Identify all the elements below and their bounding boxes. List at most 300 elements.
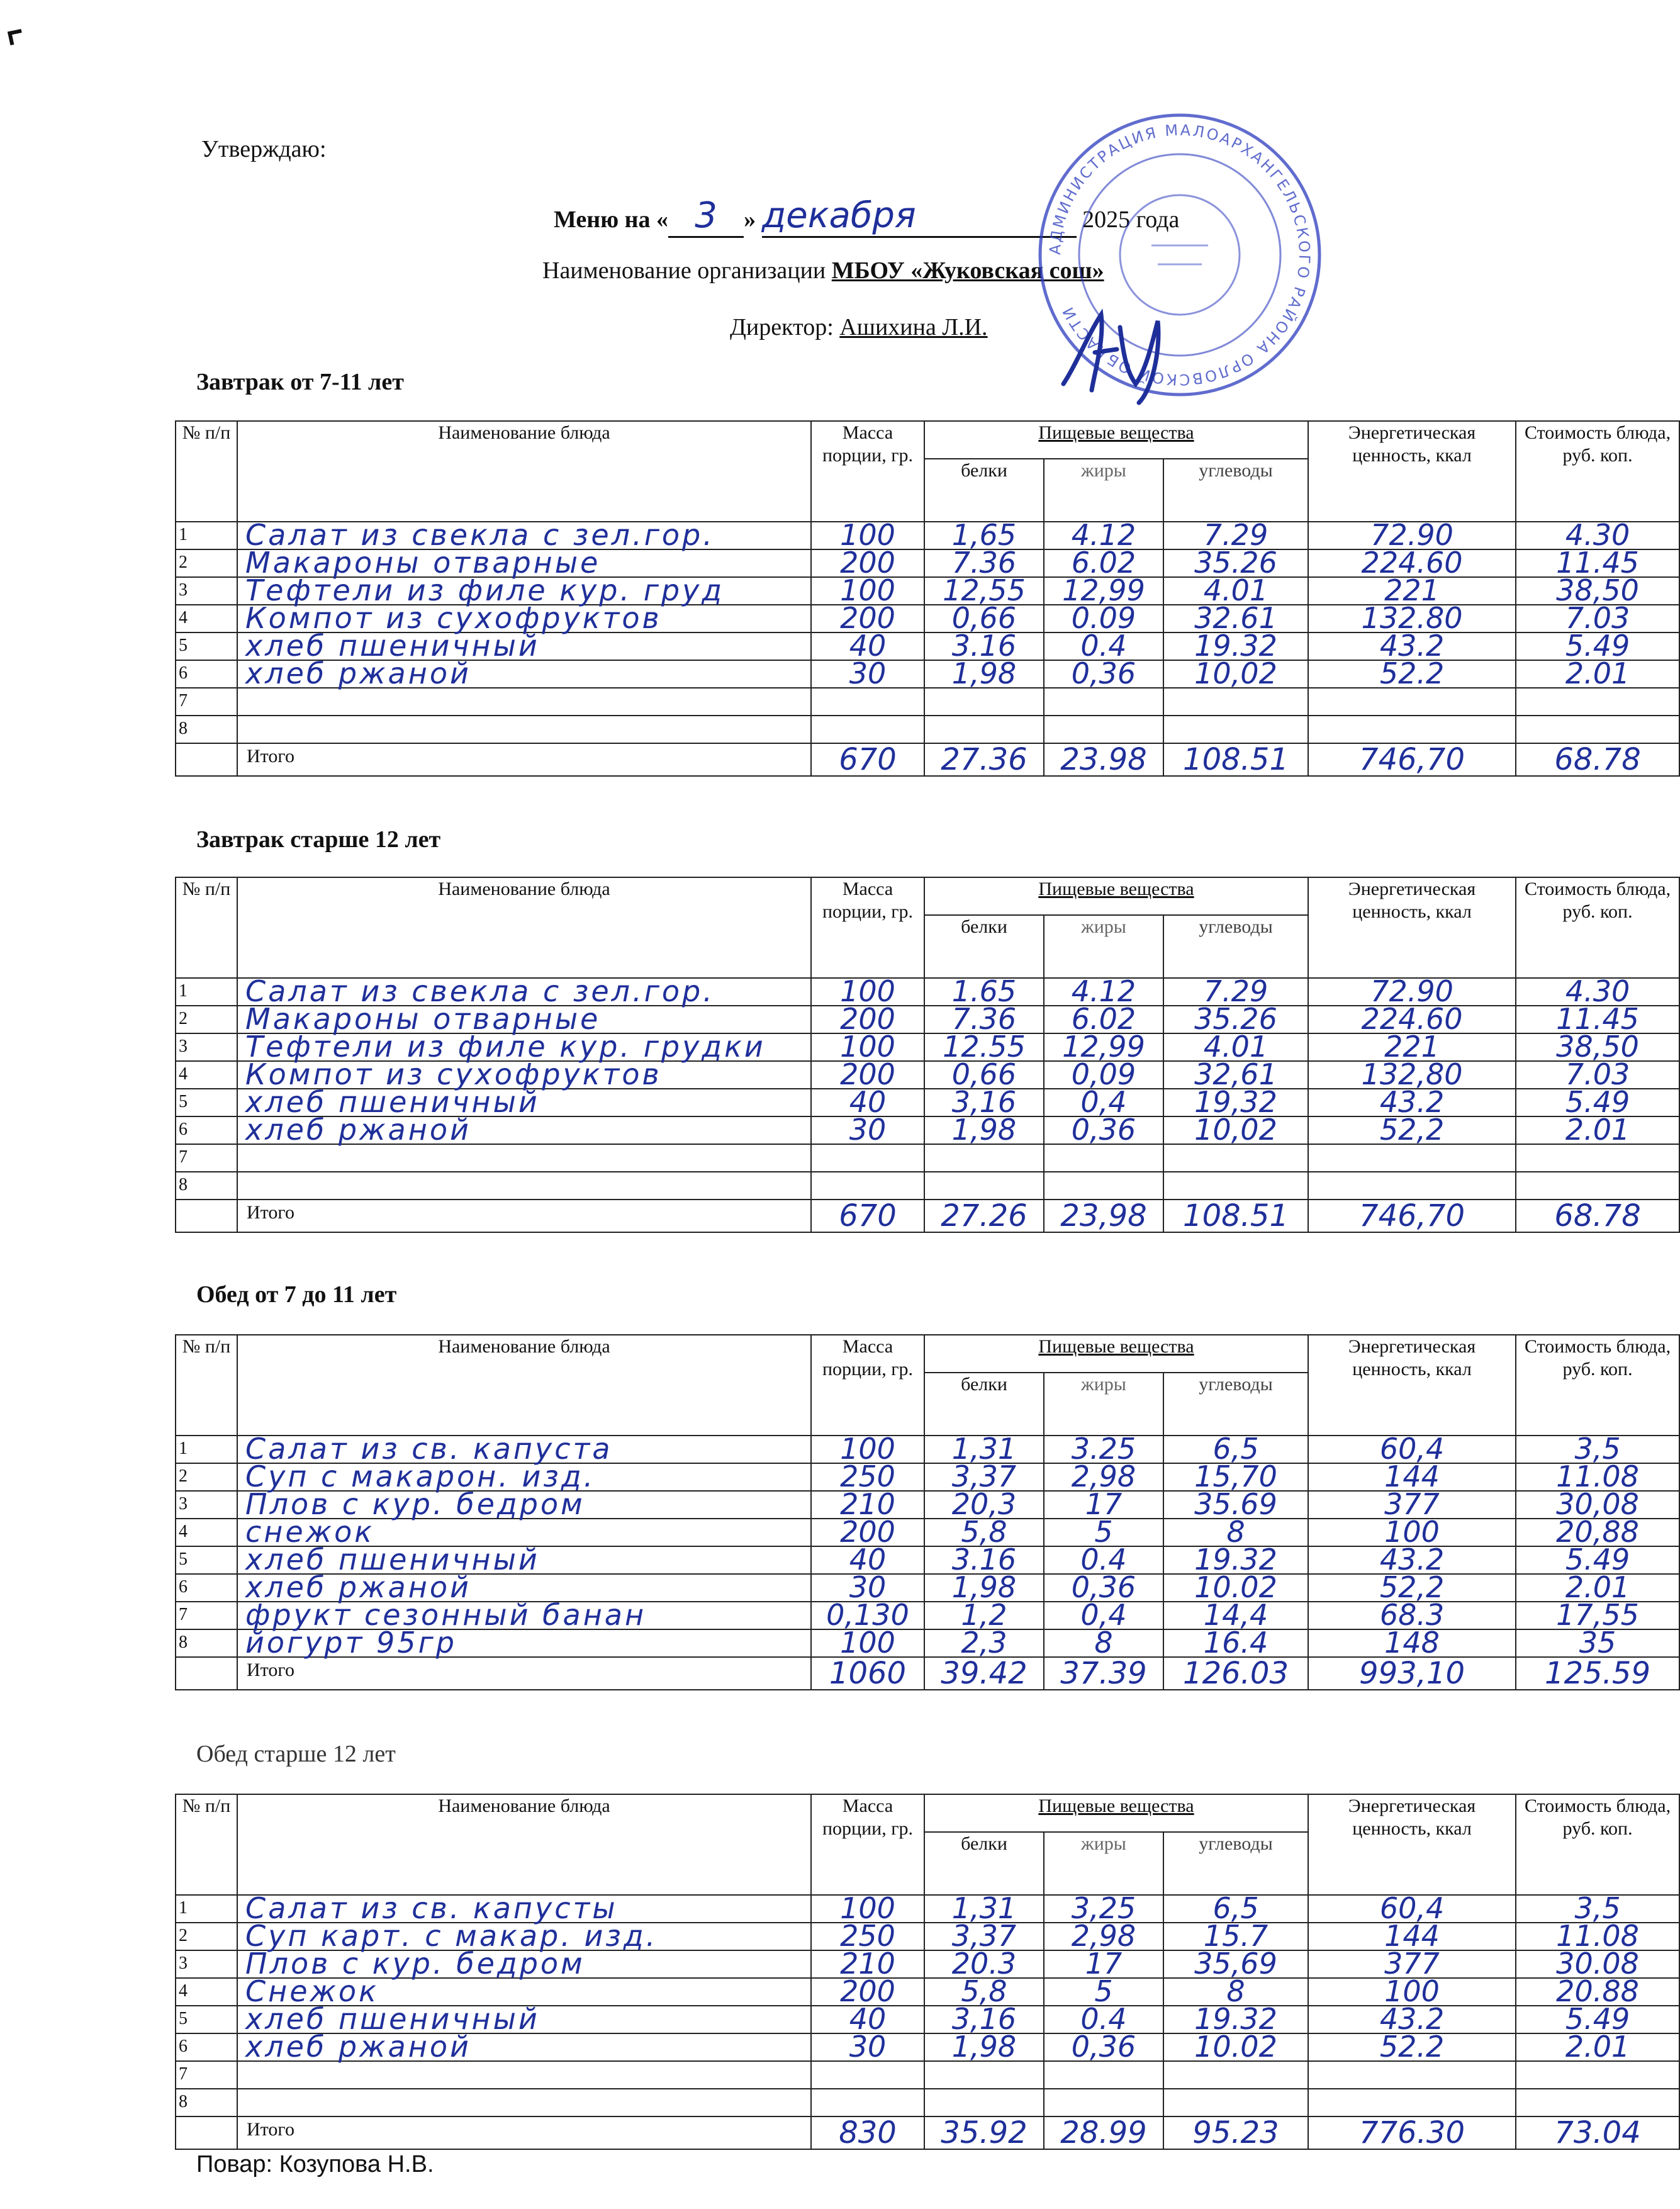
dish-energy: 377 — [1308, 1491, 1516, 1519]
total-label: Итого — [237, 1657, 811, 1690]
org-name: МБОУ «Жуковская сош» — [831, 257, 1104, 284]
dish-mass: 250 — [811, 1463, 924, 1491]
dish-mass — [811, 2061, 924, 2089]
dish-name: Компот из сухофруктов — [237, 605, 811, 632]
dish-carbs: 10.02 — [1163, 1574, 1308, 1602]
dish-energy: 132,80 — [1308, 1061, 1516, 1089]
dish-name — [237, 688, 811, 716]
dish-protein — [924, 1172, 1044, 1200]
dish-name: Компот из сухофруктов — [237, 1061, 811, 1089]
section-title: Обед от 7 до 11 лет — [196, 1281, 397, 1308]
dish-fat — [1044, 1172, 1163, 1200]
dish-name: Плов с кур. бедром — [237, 1950, 811, 1978]
dish-name: хлеб пшеничный — [237, 632, 811, 660]
dish-name: хлеб ржаной — [237, 1116, 811, 1144]
dish-cost — [1516, 2061, 1679, 2089]
dish-fat: 0.4 — [1044, 2006, 1163, 2033]
dish-fat: 0,36 — [1044, 1116, 1163, 1144]
dish-energy: 52.2 — [1308, 2033, 1516, 2061]
row-number: 6 — [176, 1116, 237, 1144]
row-number: 6 — [176, 1574, 237, 1602]
dish-energy: 68.3 — [1308, 1602, 1516, 1629]
row-number: 4 — [176, 1061, 237, 1089]
dish-protein: 20.3 — [924, 1950, 1044, 1978]
row-number: 7 — [176, 688, 237, 716]
dish-protein: 1,31 — [924, 1895, 1044, 1923]
dish-fat: 3.25 — [1044, 1436, 1163, 1463]
org-label: Наименование организации — [542, 257, 826, 284]
dish-fat: 0,36 — [1044, 2033, 1163, 2061]
dish-mass: 100 — [811, 577, 924, 605]
dish-fat: 5 — [1044, 1978, 1163, 2006]
dish-name: Тефтели из филе кур. грудки — [237, 1033, 811, 1061]
dish-cost: 7.03 — [1516, 605, 1679, 632]
dish-fat: 6.02 — [1044, 1006, 1163, 1033]
dish-fat: 0.09 — [1044, 605, 1163, 632]
col-fat-header: жиры — [1044, 1832, 1163, 1895]
dish-protein: 7.36 — [924, 1006, 1044, 1033]
row-number: 5 — [176, 632, 237, 660]
menu-year: 2025 года — [1082, 206, 1180, 233]
dish-carbs: 35.26 — [1163, 549, 1308, 577]
dish-protein: 3,37 — [924, 1923, 1044, 1950]
dish-name: Тефтели из филе кур. груд — [237, 577, 811, 605]
col-nutrients-header: Пищевые вещества — [924, 1335, 1308, 1373]
dish-name: хлеб пшеничный — [237, 1546, 811, 1574]
col-protein-header: белки — [924, 1832, 1044, 1895]
dish-energy: 221 — [1308, 1033, 1516, 1061]
total-row — [176, 2116, 1679, 2149]
dish-fat: 2,98 — [1044, 1923, 1163, 1950]
dish-cost: 38,50 — [1516, 1033, 1679, 1061]
dish-cost: 20,88 — [1516, 1519, 1679, 1546]
dish-energy: 221 — [1308, 577, 1516, 605]
col-carbs-header: углеводы — [1163, 459, 1308, 522]
table-row — [176, 660, 1679, 688]
scan-corner-mark — [8, 29, 24, 45]
dish-name: снежок — [237, 1519, 811, 1546]
row-number: 7 — [176, 1602, 237, 1629]
dish-fat: 2,98 — [1044, 1463, 1163, 1491]
dish-carbs: 32,61 — [1163, 1061, 1308, 1089]
dish-fat: 12,99 — [1044, 577, 1163, 605]
menu-table — [175, 877, 1680, 1233]
dish-name: йогурт 95гр — [237, 1629, 811, 1657]
dish-cost: 4.30 — [1516, 978, 1679, 1006]
dish-fat: 0,4 — [1044, 1089, 1163, 1116]
row-number: 2 — [176, 1006, 237, 1033]
dish-name: хлеб ржаной — [237, 1574, 811, 1602]
dish-name: хлеб ржаной — [237, 2033, 811, 2061]
dish-fat: 12,99 — [1044, 1033, 1163, 1061]
row-number: 5 — [176, 2006, 237, 2033]
dish-carbs: 7.29 — [1163, 522, 1308, 549]
dish-cost — [1516, 1144, 1679, 1172]
dish-fat — [1044, 688, 1163, 716]
dish-mass — [811, 1172, 924, 1200]
dish-protein: 0,66 — [924, 1061, 1044, 1089]
dish-mass: 40 — [811, 2006, 924, 2033]
dish-energy: 148 — [1308, 1629, 1516, 1657]
dish-cost: 4.30 — [1516, 522, 1679, 549]
col-cost-header: Стоимость блюда, руб. коп. — [1516, 1335, 1679, 1436]
total-mass: 1060 — [811, 1657, 924, 1690]
total-label: Итого — [237, 1200, 811, 1232]
row-number: 3 — [176, 1491, 237, 1519]
dish-name: Суп карт. с макар. изд. — [237, 1923, 811, 1950]
table-row — [176, 1950, 1679, 1978]
dish-energy — [1308, 1144, 1516, 1172]
dish-cost: 5.49 — [1516, 1089, 1679, 1116]
total-energy: 746,70 — [1308, 743, 1516, 776]
total-protein: 39.42 — [924, 1657, 1044, 1690]
dish-fat: 0.4 — [1044, 1546, 1163, 1574]
dish-name: Салат из свекла с зел.гор. — [237, 978, 811, 1006]
dish-name: Салат из св. капусты — [237, 1895, 811, 1923]
dish-energy — [1308, 716, 1516, 743]
dish-protein: 5,8 — [924, 1519, 1044, 1546]
col-name-header: Наименование блюда — [237, 877, 811, 978]
dish-mass: 40 — [811, 632, 924, 660]
menu-table — [175, 1794, 1680, 2150]
dish-carbs: 16.4 — [1163, 1629, 1308, 1657]
dish-name: Макароны отварные — [237, 549, 811, 577]
dish-carbs — [1163, 2089, 1308, 2116]
dish-protein: 1,65 — [924, 522, 1044, 549]
total-num-cell — [176, 1657, 237, 1690]
dish-energy: 43.2 — [1308, 1089, 1516, 1116]
dish-fat: 4.12 — [1044, 978, 1163, 1006]
col-cost-header: Стоимость блюда, руб. коп. — [1516, 877, 1679, 978]
col-mass-header: Масса порции, гр. — [811, 877, 924, 978]
dish-cost: 11.45 — [1516, 1006, 1679, 1033]
dish-mass — [811, 688, 924, 716]
total-protein: 27.36 — [924, 743, 1044, 776]
col-name-header: Наименование блюда — [237, 421, 811, 522]
dish-carbs: 35.26 — [1163, 1006, 1308, 1033]
col-carbs-header: углеводы — [1163, 915, 1308, 978]
dish-protein: 20,3 — [924, 1491, 1044, 1519]
total-num-cell — [176, 2116, 237, 2149]
menu-month: декабря — [762, 195, 1077, 238]
row-number: 2 — [176, 549, 237, 577]
dish-energy: 132.80 — [1308, 605, 1516, 632]
row-number: 2 — [176, 1463, 237, 1491]
table-row — [176, 2033, 1679, 2061]
table-row — [176, 1116, 1679, 1144]
row-number: 5 — [176, 1089, 237, 1116]
dish-carbs: 6,5 — [1163, 1436, 1308, 1463]
dish-carbs: 35,69 — [1163, 1950, 1308, 1978]
total-carbs: 108.51 — [1163, 743, 1308, 776]
dish-mass: 100 — [811, 1436, 924, 1463]
dish-protein — [924, 2061, 1044, 2089]
dish-energy — [1308, 2089, 1516, 2116]
dish-protein: 0,66 — [924, 605, 1044, 632]
section-title: Обед старше 12 лет — [196, 1741, 396, 1767]
row-number: 6 — [176, 660, 237, 688]
organization-line — [542, 257, 1104, 284]
dish-protein: 2,3 — [924, 1629, 1044, 1657]
dish-cost: 38,50 — [1516, 577, 1679, 605]
col-nutrients-header: Пищевые вещества — [924, 421, 1308, 459]
dish-protein: 1,98 — [924, 660, 1044, 688]
row-number: 4 — [176, 1978, 237, 2006]
dish-energy — [1308, 1172, 1516, 1200]
dish-fat — [1044, 2089, 1163, 2116]
table-row — [176, 2089, 1679, 2116]
approve-label: Утверждаю: — [201, 136, 327, 162]
dish-cost: 30.08 — [1516, 1950, 1679, 1978]
total-protein: 35.92 — [924, 2116, 1044, 2149]
total-cost: 68.78 — [1516, 1200, 1679, 1232]
dish-name: хлеб пшеничный — [237, 2006, 811, 2033]
director-name: Ашихина Л.И. — [839, 314, 988, 340]
menu-table — [175, 1334, 1680, 1690]
dish-carbs — [1163, 688, 1308, 716]
dish-mass: 30 — [811, 1574, 924, 1602]
dish-protein: 1.65 — [924, 978, 1044, 1006]
dish-energy: 52,2 — [1308, 1574, 1516, 1602]
dish-protein: 5,8 — [924, 1978, 1044, 2006]
dish-fat: 0.4 — [1044, 632, 1163, 660]
director-line — [730, 313, 988, 341]
row-number: 2 — [176, 1923, 237, 1950]
total-carbs: 108.51 — [1163, 1200, 1308, 1232]
col-energy-header: Энергетическая ценность, ккал — [1308, 1335, 1516, 1436]
total-fat: 23.98 — [1044, 743, 1163, 776]
total-row — [176, 743, 1679, 776]
dish-energy: 377 — [1308, 1950, 1516, 1978]
dish-carbs: 15.7 — [1163, 1923, 1308, 1950]
dish-name: Снежок — [237, 1978, 811, 2006]
total-cost: 68.78 — [1516, 743, 1679, 776]
director-label: Директор: — [730, 314, 834, 340]
row-number: 5 — [176, 1546, 237, 1574]
dish-fat: 0,36 — [1044, 1574, 1163, 1602]
dish-name: Макароны отварные — [237, 1006, 811, 1033]
dish-mass: 200 — [811, 1061, 924, 1089]
total-row — [176, 1200, 1679, 1232]
total-carbs: 95.23 — [1163, 2116, 1308, 2149]
dish-fat: 0,36 — [1044, 660, 1163, 688]
menu-prefix: Меню на « — [554, 206, 669, 233]
dish-energy: 144 — [1308, 1923, 1516, 1950]
dish-mass: 100 — [811, 522, 924, 549]
col-num-header: № п/п — [176, 421, 237, 522]
dish-protein: 1,98 — [924, 2033, 1044, 2061]
dish-cost: 5.49 — [1516, 2006, 1679, 2033]
col-name-header: Наименование блюда — [237, 1794, 811, 1895]
menu-day: 3 — [668, 195, 744, 238]
row-number: 8 — [176, 1629, 237, 1657]
table-row — [176, 1172, 1679, 1200]
dish-carbs: 4.01 — [1163, 1033, 1308, 1061]
dish-mass: 210 — [811, 1491, 924, 1519]
dish-fat: 17 — [1044, 1950, 1163, 1978]
total-energy: 993,10 — [1308, 1657, 1516, 1690]
dish-energy: 60,4 — [1308, 1436, 1516, 1463]
dish-fat: 17 — [1044, 1491, 1163, 1519]
col-protein-header: белки — [924, 1373, 1044, 1436]
dish-cost: 11.45 — [1516, 549, 1679, 577]
dish-cost: 11.08 — [1516, 1463, 1679, 1491]
dish-fat — [1044, 1144, 1163, 1172]
dish-cost — [1516, 2089, 1679, 2116]
dish-carbs: 8 — [1163, 1519, 1308, 1546]
total-fat: 37.39 — [1044, 1657, 1163, 1690]
dish-mass: 250 — [811, 1923, 924, 1950]
dish-cost — [1516, 1172, 1679, 1200]
total-mass: 830 — [811, 2116, 924, 2149]
menu-table — [175, 420, 1680, 777]
dish-carbs: 7.29 — [1163, 978, 1308, 1006]
col-nutrients-header: Пищевые вещества — [924, 877, 1308, 915]
total-label: Итого — [237, 2116, 811, 2149]
dish-name — [237, 2061, 811, 2089]
dish-mass: 30 — [811, 1116, 924, 1144]
row-number: 8 — [176, 1172, 237, 1200]
dish-energy: 72.90 — [1308, 522, 1516, 549]
dish-energy — [1308, 2061, 1516, 2089]
dish-protein: 1,98 — [924, 1116, 1044, 1144]
dish-name — [237, 2089, 811, 2116]
col-energy-header: Энергетическая ценность, ккал — [1308, 1794, 1516, 1895]
dish-mass: 100 — [811, 1033, 924, 1061]
col-protein-header: белки — [924, 459, 1044, 522]
col-fat-header: жиры — [1044, 915, 1163, 978]
row-number: 4 — [176, 1519, 237, 1546]
col-fat-header: жиры — [1044, 459, 1163, 522]
table-row — [176, 1629, 1679, 1657]
dish-mass — [811, 716, 924, 743]
dish-fat: 5 — [1044, 1519, 1163, 1546]
dish-protein: 12.55 — [924, 1033, 1044, 1061]
table-row — [176, 2061, 1679, 2089]
dish-mass: 210 — [811, 1950, 924, 1978]
dish-carbs — [1163, 1172, 1308, 1200]
cook-signature-line: Повар: Козупова Н.В. — [196, 2151, 434, 2178]
total-row — [176, 1657, 1679, 1690]
dish-cost: 17,55 — [1516, 1602, 1679, 1629]
col-cost-header: Стоимость блюда, руб. коп. — [1516, 421, 1679, 522]
dish-mass: 40 — [811, 1089, 924, 1116]
dish-mass: 200 — [811, 1978, 924, 2006]
row-number: 7 — [176, 2061, 237, 2089]
dish-name: хлеб пшеничный — [237, 1089, 811, 1116]
dish-name — [237, 1144, 811, 1172]
row-number: 7 — [176, 1144, 237, 1172]
dish-cost: 2.01 — [1516, 1574, 1679, 1602]
dish-protein — [924, 1144, 1044, 1172]
dish-cost: 2.01 — [1516, 1116, 1679, 1144]
table-row — [176, 716, 1679, 743]
dish-fat: 0,4 — [1044, 1602, 1163, 1629]
col-num-header: № п/п — [176, 877, 237, 978]
dish-carbs: 19.32 — [1163, 632, 1308, 660]
total-fat: 28.99 — [1044, 2116, 1163, 2149]
dish-fat — [1044, 2061, 1163, 2089]
dish-energy: 224.60 — [1308, 1006, 1516, 1033]
total-cost: 125.59 — [1516, 1657, 1679, 1690]
total-mass: 670 — [811, 1200, 924, 1232]
dish-cost: 11.08 — [1516, 1923, 1679, 1950]
dish-energy: 52,2 — [1308, 1116, 1516, 1144]
dish-carbs: 19,32 — [1163, 1089, 1308, 1116]
dish-mass — [811, 1144, 924, 1172]
dish-energy: 224.60 — [1308, 549, 1516, 577]
dish-carbs — [1163, 716, 1308, 743]
dish-energy — [1308, 688, 1516, 716]
dish-fat — [1044, 716, 1163, 743]
total-energy: 746,70 — [1308, 1200, 1516, 1232]
dish-protein: 7.36 — [924, 549, 1044, 577]
dish-fat: 8 — [1044, 1629, 1163, 1657]
row-number: 1 — [176, 978, 237, 1006]
dish-protein: 1,98 — [924, 1574, 1044, 1602]
col-fat-header: жиры — [1044, 1373, 1163, 1436]
section-title: Завтрак старше 12 лет — [196, 826, 441, 853]
dish-name: Салат из св. капуста — [237, 1436, 811, 1463]
dish-mass: 200 — [811, 1519, 924, 1546]
dish-carbs: 15,70 — [1163, 1463, 1308, 1491]
dish-cost: 5.49 — [1516, 1546, 1679, 1574]
dish-protein: 12,55 — [924, 577, 1044, 605]
dish-mass: 0,130 — [811, 1602, 924, 1629]
dish-protein — [924, 716, 1044, 743]
dish-cost: 2.01 — [1516, 2033, 1679, 2061]
row-number: 8 — [176, 716, 237, 743]
dish-protein: 1,31 — [924, 1436, 1044, 1463]
table-row — [176, 1491, 1679, 1519]
dish-name: фрукт сезонный банан — [237, 1602, 811, 1629]
total-num-cell — [176, 743, 237, 776]
dish-carbs: 19.32 — [1163, 2006, 1308, 2033]
dish-carbs: 14,4 — [1163, 1602, 1308, 1629]
dish-carbs: 19.32 — [1163, 1546, 1308, 1574]
total-num-cell — [176, 1200, 237, 1232]
row-number: 3 — [176, 1950, 237, 1978]
total-energy: 776.30 — [1308, 2116, 1516, 2149]
dish-carbs: 10,02 — [1163, 660, 1308, 688]
col-energy-header: Энергетическая ценность, ккал — [1308, 421, 1516, 522]
dish-carbs: 35.69 — [1163, 1491, 1308, 1519]
menu-mid: » — [744, 206, 756, 233]
col-mass-header: Масса порции, гр. — [811, 1335, 924, 1436]
dish-fat: 0,09 — [1044, 1061, 1163, 1089]
dish-protein: 1,2 — [924, 1602, 1044, 1629]
dish-cost: 7.03 — [1516, 1061, 1679, 1089]
col-protein-header: белки — [924, 915, 1044, 978]
col-carbs-header: углеводы — [1163, 1373, 1308, 1436]
dish-energy: 144 — [1308, 1463, 1516, 1491]
dish-energy: 100 — [1308, 1978, 1516, 2006]
dish-carbs: 32.61 — [1163, 605, 1308, 632]
dish-carbs: 4.01 — [1163, 577, 1308, 605]
col-cost-header: Стоимость блюда, руб. коп. — [1516, 1794, 1679, 1895]
dish-mass: 30 — [811, 660, 924, 688]
dish-mass: 40 — [811, 1546, 924, 1574]
director-signature — [1057, 289, 1183, 409]
dish-cost: 3,5 — [1516, 1436, 1679, 1463]
dish-carbs: 6,5 — [1163, 1895, 1308, 1923]
col-name-header: Наименование блюда — [237, 1335, 811, 1436]
dish-cost: 5.49 — [1516, 632, 1679, 660]
col-energy-header: Энергетическая ценность, ккал — [1308, 877, 1516, 978]
dish-cost: 35 — [1516, 1629, 1679, 1657]
row-number: 3 — [176, 1033, 237, 1061]
dish-mass: 200 — [811, 549, 924, 577]
